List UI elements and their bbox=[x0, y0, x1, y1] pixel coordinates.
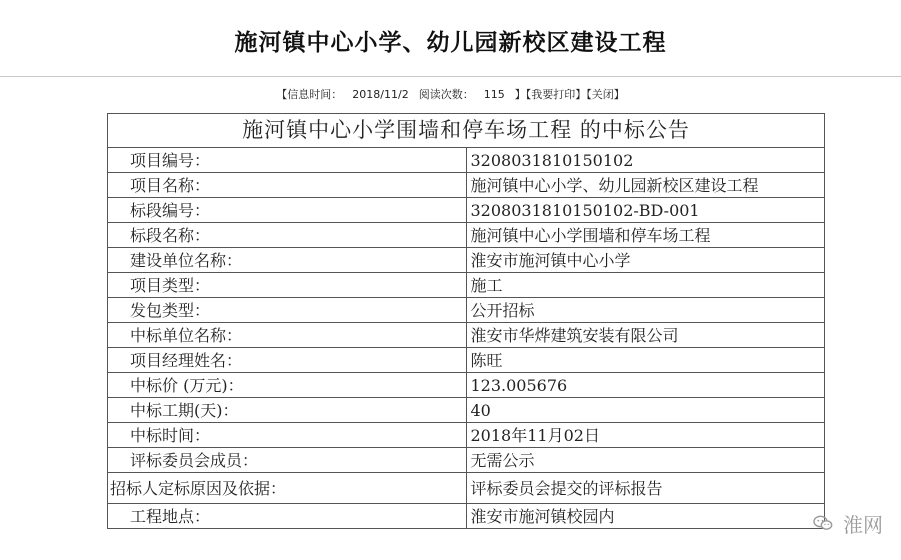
project-manager-label: 项目经理姓名： bbox=[108, 348, 467, 373]
project-number-label: 项目编号： bbox=[108, 148, 467, 173]
read-count-value: 115 bbox=[483, 88, 505, 101]
info-bracket-open: 【 bbox=[276, 88, 288, 101]
info-bar bbox=[0, 86, 901, 102]
table-row bbox=[108, 504, 825, 529]
project-type-label: 项目类型： bbox=[108, 273, 467, 298]
project-name-label: 项目名称： bbox=[108, 173, 467, 198]
project-type-value: 施工 bbox=[466, 273, 825, 298]
watermark-text: 淮网 bbox=[843, 513, 883, 537]
info-bracket-close: 】 bbox=[514, 88, 526, 101]
project-name-value: 施河镇中心小学、幼儿园新校区建设工程 bbox=[466, 173, 825, 198]
header-divider bbox=[0, 76, 901, 77]
committee-value: 无需公示 bbox=[466, 448, 825, 473]
table-row bbox=[108, 298, 825, 323]
wechat-icon bbox=[813, 515, 839, 536]
table-row bbox=[108, 223, 825, 248]
project-location-value: 淮安市施河镇校园内 bbox=[466, 504, 825, 529]
print-link[interactable]: 【我要打印】 bbox=[525, 88, 587, 101]
table-row bbox=[108, 148, 825, 173]
table-row bbox=[108, 273, 825, 298]
info-time-value: 2018/11/2 bbox=[352, 88, 409, 101]
table-row bbox=[108, 373, 825, 398]
section-name-value: 施河镇中心小学围墙和停车场工程 bbox=[466, 223, 825, 248]
table-row bbox=[108, 323, 825, 348]
table-row bbox=[108, 398, 825, 423]
table-row bbox=[108, 473, 825, 504]
project-number-value: 3208031810150102 bbox=[466, 148, 825, 173]
award-date-value: 2018年11月02日 bbox=[466, 423, 825, 448]
section-number-value: 3208031810150102-BD-001 bbox=[466, 198, 825, 223]
contract-type-value: 公开招标 bbox=[466, 298, 825, 323]
read-count-label: 阅读次数： bbox=[418, 88, 474, 101]
award-reason-label: 招标人定标原因及依据： bbox=[108, 473, 467, 504]
table-row bbox=[108, 173, 825, 198]
notice-caption: 施河镇中心小学围墙和停车场工程 的中标公告 bbox=[108, 114, 825, 148]
award-reason-value: 评标委员会提交的评标报告 bbox=[466, 473, 825, 504]
close-link[interactable]: 【关闭】 bbox=[586, 88, 625, 101]
watermark bbox=[813, 509, 883, 538]
builder-unit-value: 淮安市施河镇中心小学 bbox=[466, 248, 825, 273]
duration-label: 中标工期(天)： bbox=[108, 398, 467, 423]
table-row bbox=[108, 423, 825, 448]
table-row bbox=[108, 198, 825, 223]
builder-unit-label: 建设单位名称： bbox=[108, 248, 467, 273]
project-location-label: 工程地点： bbox=[108, 504, 467, 529]
award-date-label: 中标时间： bbox=[108, 423, 467, 448]
info-time-label: 信息时间： bbox=[287, 88, 343, 101]
committee-label: 评标委员会成员： bbox=[108, 448, 467, 473]
table-row bbox=[108, 248, 825, 273]
page-title: 施河镇中心小学、幼儿园新校区建设工程 bbox=[234, 30, 667, 56]
winning-unit-value: 淮安市华烨建筑安装有限公司 bbox=[466, 323, 825, 348]
section-number-label: 标段编号： bbox=[108, 198, 467, 223]
winning-price-value: 123.005676 bbox=[466, 373, 825, 398]
bid-notice-table bbox=[107, 113, 825, 529]
winning-unit-label: 中标单位名称： bbox=[108, 323, 467, 348]
section-name-label: 标段名称： bbox=[108, 223, 467, 248]
project-manager-value: 陈旺 bbox=[466, 348, 825, 373]
contract-type-label: 发包类型： bbox=[108, 298, 467, 323]
table-row bbox=[108, 448, 825, 473]
duration-value: 40 bbox=[466, 398, 825, 423]
table-row bbox=[108, 348, 825, 373]
winning-price-label: 中标价 (万元)： bbox=[108, 373, 467, 398]
